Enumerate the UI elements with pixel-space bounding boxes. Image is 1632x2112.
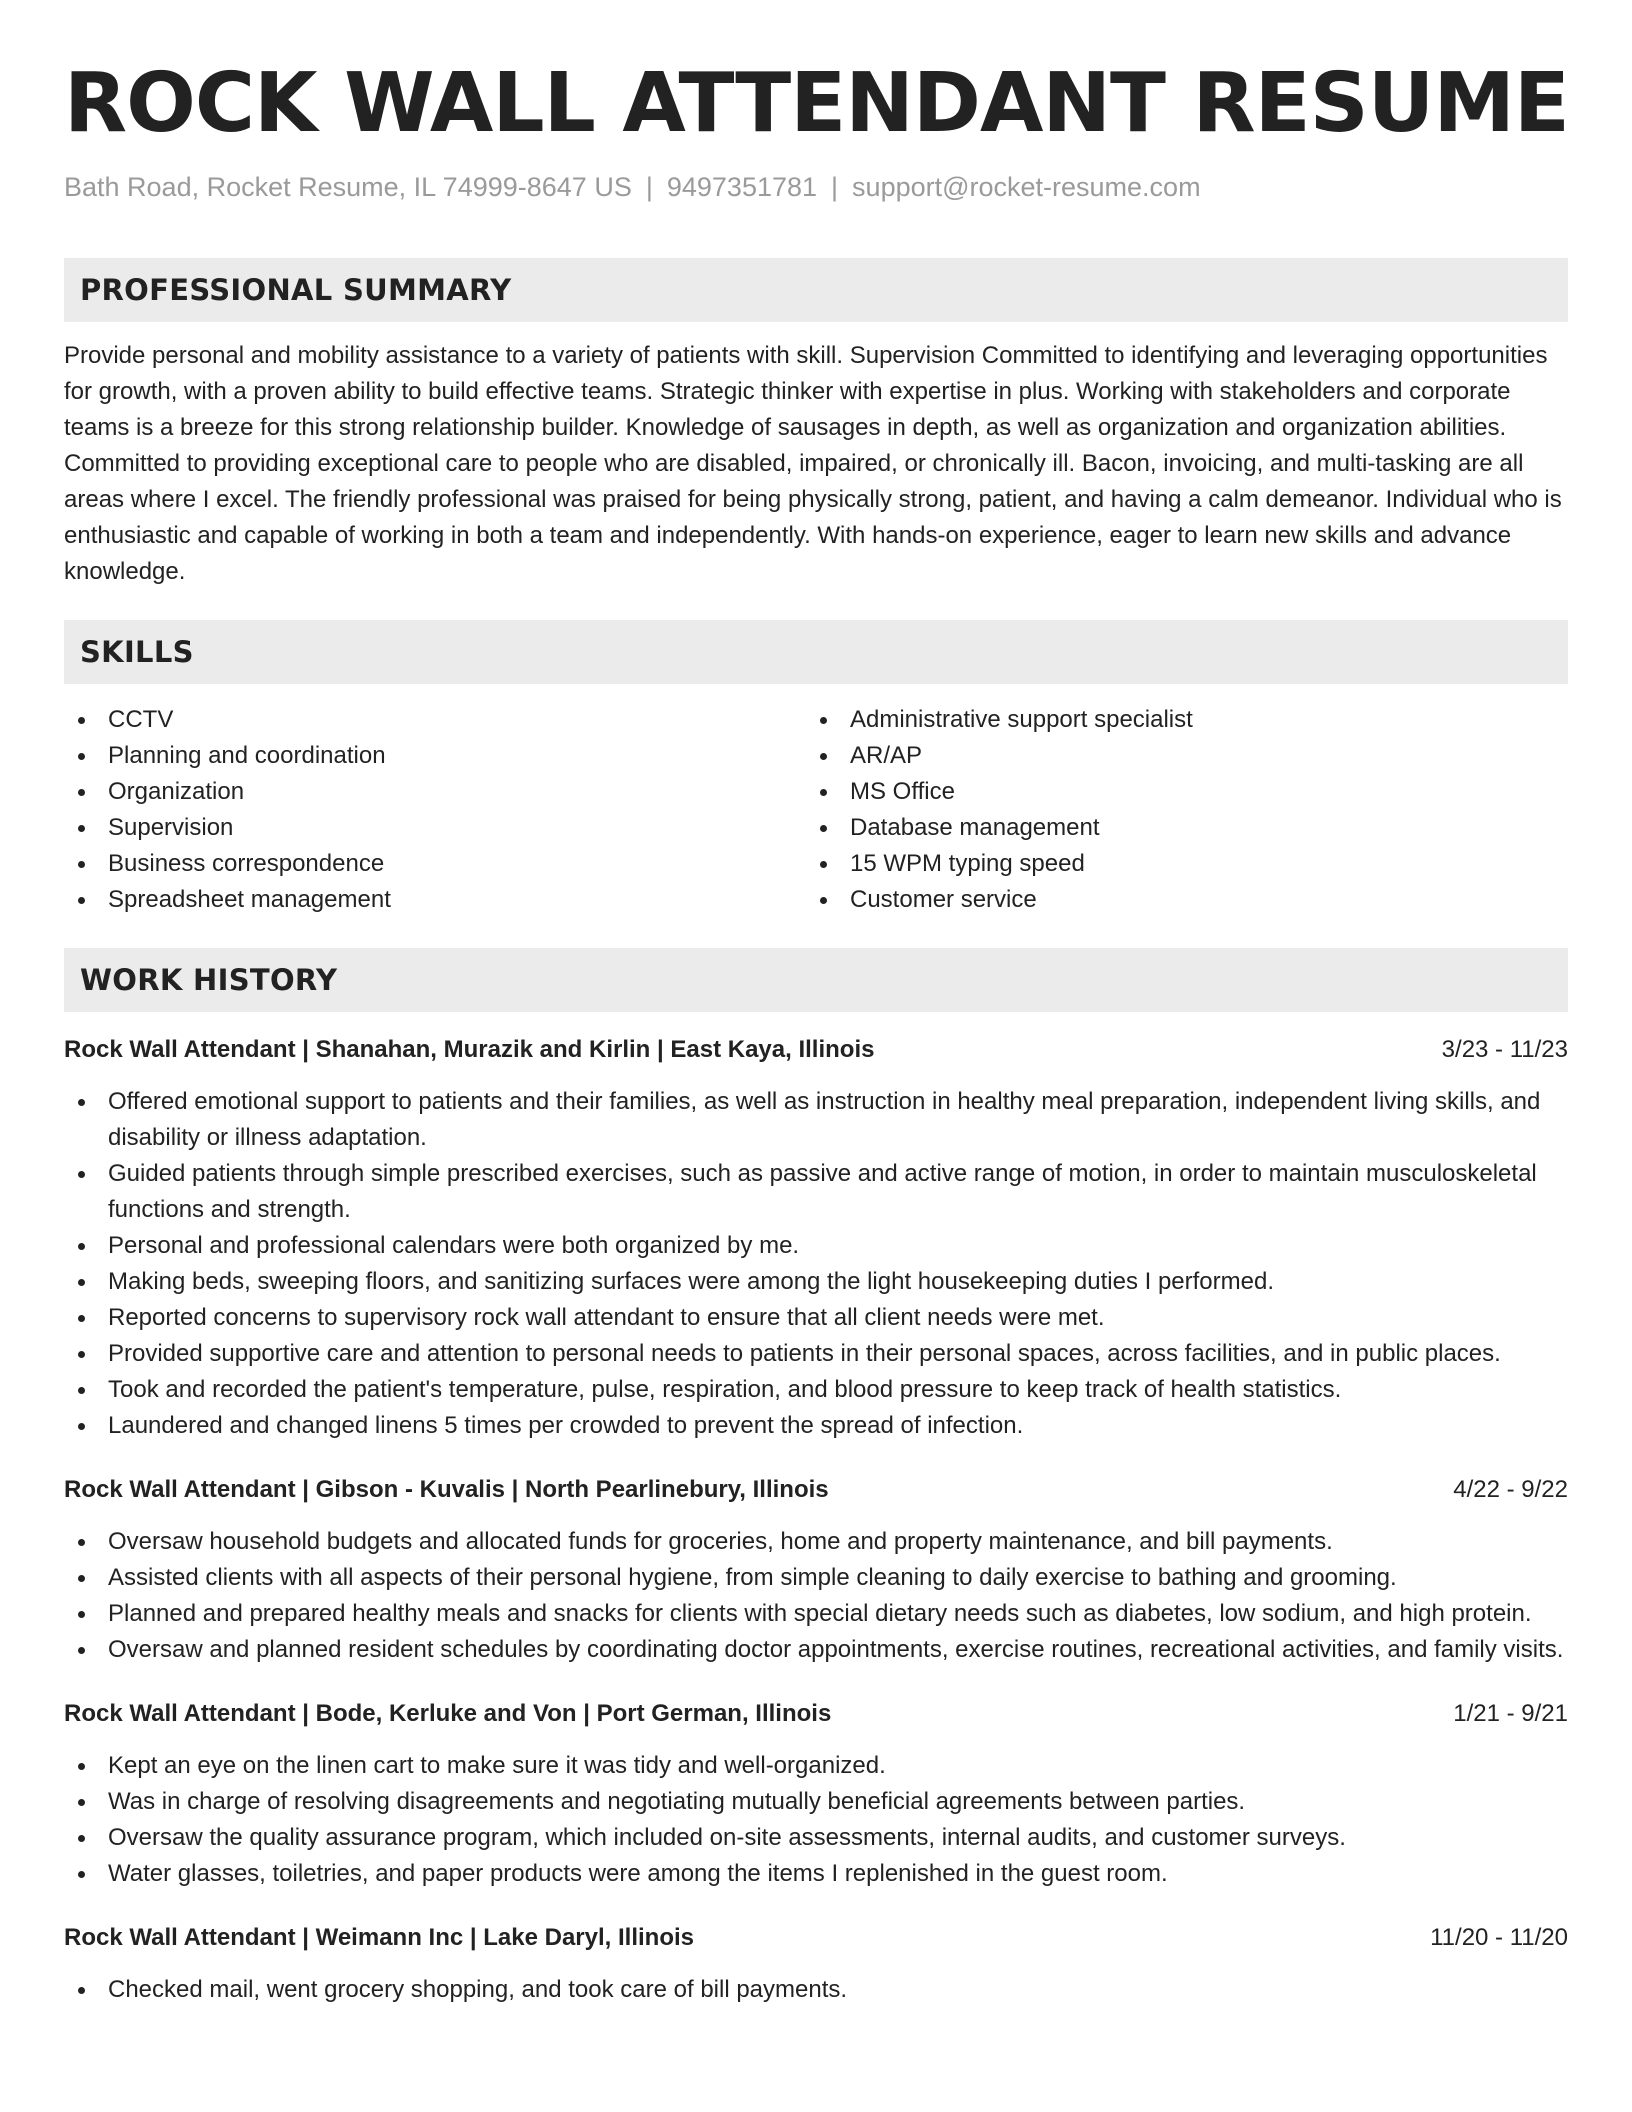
skill-item: Planning and coordination: [64, 738, 806, 774]
job-bullet: Water glasses, toiletries, and paper products were among the items I replenished in the guest room.: [64, 1856, 1568, 1892]
skill-item: CCTV: [64, 702, 806, 738]
job-dates: 3/23 - 11/23: [1441, 1036, 1568, 1063]
skills-column-right: [806, 702, 1548, 918]
job-bullet: Provided supportive care and attention to personal needs to patients in their personal spaces, across facilities, and in public places.: [64, 1336, 1568, 1372]
skill-item: Business correspondence: [64, 846, 806, 882]
job-dates: 11/20 - 11/20: [1430, 1924, 1568, 1951]
email: support@rocket-resume.com: [852, 172, 1201, 202]
job-bullet: Assisted clients with all aspects of their personal hygiene, from simple cleaning to daily exercise to bathing and grooming.: [64, 1560, 1568, 1596]
skill-item: Supervision: [64, 810, 806, 846]
job-bullets: [64, 1084, 1568, 1444]
section-header-work-history: WORK HISTORY: [64, 948, 1568, 1012]
job-dates: 1/21 - 9/21: [1453, 1700, 1568, 1727]
job-bullet: Was in charge of resolving disagreements and negotiating mutually beneficial agreements between parties.: [64, 1784, 1568, 1820]
job-title: Rock Wall Attendant | Shanahan, Murazik and Kirlin | East Kaya, Illinois: [64, 1036, 875, 1063]
job-bullets: [64, 1748, 1568, 1892]
skill-item: Customer service: [806, 882, 1548, 918]
summary-paragraph: Provide personal and mobility assistance to a variety of patients with skill. Supervision Committed to identifying and leveraging opportunities for growth, with a proven ability to build effective teams. Strategic thinker with expertise in plus. Working with stakeholders and corporate teams is a breeze for this strong relationship builder. Knowledge of sausages in depth, as well as organization and organization abilities. Committed to providing exceptional care to people who are disabled, impaired, or chronically ill. Bacon, invoicing, and multi-tasking are all areas where I excel. The friendly professional was praised for being physically strong, patient, and having a calm demeanor. Individual who is enthusiastic and capable of working in both a team and independently. With hands-on experience, eager to learn new skills and advance knowledge.: [64, 342, 1562, 585]
skills-list: [64, 702, 1568, 918]
skills-column-left: [64, 702, 806, 918]
job-entry: [64, 1472, 1568, 1668]
job-bullet: Kept an eye on the linen cart to make sure it was tidy and well-organized.: [64, 1748, 1568, 1784]
section-header-summary: PROFESSIONAL SUMMARY: [64, 258, 1568, 322]
job-title: Rock Wall Attendant | Gibson - Kuvalis | North Pearlinebury, Illinois: [64, 1476, 829, 1503]
skill-item: Spreadsheet management: [64, 882, 806, 918]
skill-item: Database management: [806, 810, 1548, 846]
phone: 9497351781: [666, 172, 818, 202]
resume-title: ROCK WALL ATTENDANT RESUME: [64, 56, 1569, 151]
job-entry: [64, 1032, 1568, 1444]
job-header: [64, 1032, 1568, 1068]
job-bullet: Reported concerns to supervisory rock wall attendant to ensure that all client needs were met.: [64, 1300, 1568, 1336]
job-entry: [64, 1920, 1568, 2008]
job-bullets: [64, 1524, 1568, 1668]
job-header: [64, 1696, 1568, 1732]
contact-line: [64, 170, 1568, 204]
job-title: Rock Wall Attendant | Bode, Kerluke and Von | Port German, Illinois: [64, 1700, 832, 1727]
job-bullet: Oversaw the quality assurance program, which included on-site assessments, internal audits, and customer surveys.: [64, 1820, 1568, 1856]
job-entry: [64, 1696, 1568, 1892]
skill-item: MS Office: [806, 774, 1548, 810]
skill-item: Administrative support specialist: [806, 702, 1548, 738]
job-bullets: [64, 1972, 1568, 2008]
job-bullet: Oversaw household budgets and allocated funds for groceries, home and property maintenance, and bill payments.: [64, 1524, 1568, 1560]
job-bullet: Took and recorded the patient's temperature, pulse, respiration, and blood pressure to keep track of health statistics.: [64, 1372, 1568, 1408]
job-bullet: Laundered and changed linens 5 times per crowded to prevent the spread of infection.: [64, 1408, 1568, 1444]
job-header: [64, 1920, 1568, 1956]
job-title: Rock Wall Attendant | Weimann Inc | Lake Daryl, Illinois: [64, 1924, 694, 1951]
skill-item: Organization: [64, 774, 806, 810]
job-bullet: Personal and professional calendars were both organized by me.: [64, 1228, 1568, 1264]
job-bullet: Offered emotional support to patients and their families, as well as instruction in healthy meal preparation, independent living skills, and disability or illness adaptation.: [64, 1084, 1568, 1156]
skill-item: AR/AP: [806, 738, 1548, 774]
skill-item: 15 WPM typing speed: [806, 846, 1548, 882]
job-dates: 4/22 - 9/22: [1453, 1476, 1568, 1503]
job-header: [64, 1472, 1568, 1508]
contact-separator: |: [831, 172, 839, 202]
contact-separator: |: [645, 172, 653, 202]
job-bullet: Oversaw and planned resident schedules by coordinating doctor appointments, exercise routines, recreational activities, and family visits.: [64, 1632, 1568, 1668]
job-bullet: Planned and prepared healthy meals and snacks for clients with special dietary needs such as diabetes, low sodium, and high protein.: [64, 1596, 1568, 1632]
section-header-skills: SKILLS: [64, 620, 1568, 684]
job-bullet: Making beds, sweeping floors, and sanitizing surfaces were among the light housekeeping duties I performed.: [64, 1264, 1568, 1300]
job-bullet: Guided patients through simple prescribed exercises, such as passive and active range of motion, in order to maintain musculoskeletal functions and strength.: [64, 1156, 1568, 1228]
job-bullet: Checked mail, went grocery shopping, and took care of bill payments.: [64, 1972, 1568, 2008]
address: Bath Road, Rocket Resume, IL 74999-8647 US: [64, 172, 632, 202]
